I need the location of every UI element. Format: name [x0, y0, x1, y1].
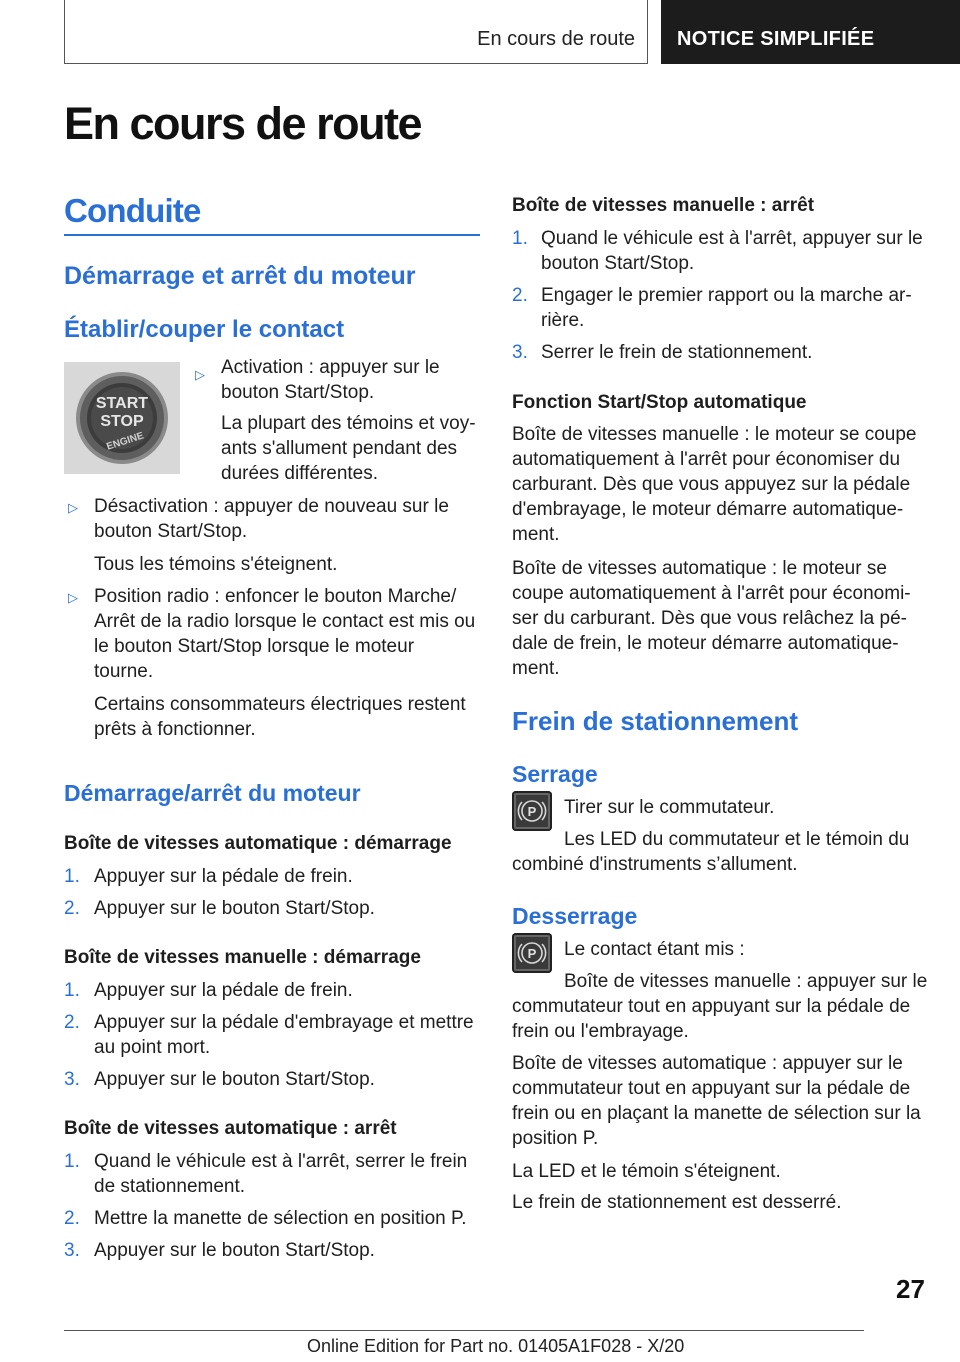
text-line: rière.	[541, 310, 585, 331]
auto-start-step-2: Appuyer sur le bouton Start/Stop.	[94, 898, 375, 919]
text-line: dale de frein, le moteur démarre automatique-	[512, 633, 899, 654]
page-number: 27	[896, 1274, 925, 1304]
step-number: 2.	[64, 1012, 80, 1033]
text-line: prêts à fonctionner.	[94, 719, 256, 740]
text-line: ants s'allument pendant des	[221, 438, 458, 459]
header-section-label: En cours de route	[477, 28, 635, 50]
heading-frein-stationnement: Frein de stationnement	[512, 706, 799, 736]
text-line: Appuyer sur la pédale d'embrayage et mettre	[94, 1012, 474, 1033]
parking-brake-letter: P	[527, 804, 537, 819]
subheading-auto-start: Boîte de vitesses automatique : démarrage	[64, 833, 452, 854]
step-number: 1.	[64, 980, 80, 1001]
step-number: 2.	[64, 898, 80, 919]
text-line: bouton Start/Stop.	[94, 521, 248, 542]
heading-desserrage: Desserrage	[512, 903, 638, 929]
manual-start-step-1: Appuyer sur la pédale de frein.	[94, 980, 353, 1001]
manual-stop-step-1	[541, 226, 923, 276]
auto-stop-step-1	[94, 1149, 467, 1199]
heading-etablir-contact: Établir/couper le contact	[64, 316, 345, 343]
subheading-auto-stop: Boîte de vitesses automatique : arrêt	[64, 1118, 397, 1139]
auto-stop-step-3: Appuyer sur le bouton Start/Stop.	[94, 1240, 375, 1261]
text-line: commutateur tout en appuyant sur la pédale de	[512, 1078, 911, 1099]
position-radio-note	[94, 692, 466, 742]
text-line: Activation : appuyer sur le	[221, 357, 440, 378]
text-line: tourne.	[94, 661, 154, 682]
header-section-box	[64, 0, 648, 64]
text-line: coupe automatiquement à l'arrêt pour économi-	[512, 583, 911, 604]
step-number: 2.	[512, 285, 528, 306]
heading-conduite: Conduite	[64, 192, 201, 229]
start-stop-manual-paragraph	[512, 422, 917, 547]
stop-label: STOP	[100, 413, 144, 430]
desserrage-manual-rest	[512, 994, 910, 1044]
text-line: Boîte de vitesses automatique : appuyer sur le	[512, 1053, 903, 1074]
text-line: frein ou en plaçant la manette de sélection sur la	[512, 1103, 921, 1124]
text-line: Quand le véhicule est à l'arrêt, appuyer sur le	[541, 228, 923, 249]
serrage-note-line2: combiné d'instruments s’allument.	[512, 854, 798, 875]
activation-note	[221, 411, 476, 486]
auto-stop-step-2: Mettre la manette de sélection en position P.	[94, 1208, 467, 1229]
text-line: Position radio : enfoncer le bouton Marche/	[94, 586, 457, 607]
manual-stop-step-3: Serrer le frein de stationnement.	[541, 342, 813, 363]
parking-brake-letter: P	[527, 946, 537, 961]
header-badge: NOTICE SIMPLIFIÉE	[661, 0, 960, 64]
heading-demarrage-arret-moteur: Démarrage et arrêt du moteur	[64, 262, 416, 290]
footer-edition: Online Edition for Part no. 01405A1F028 - X/20	[307, 1336, 685, 1356]
text-line: de stationnement.	[94, 1176, 246, 1197]
parking-brake-icon	[512, 791, 552, 831]
heading-demarrage-arret: Démarrage/arrêt du moteur	[64, 780, 361, 806]
desserrage-manual-line1: Boîte de vitesses manuelle : appuyer sur le	[564, 971, 928, 992]
footer-rule	[64, 1330, 864, 1331]
text-line: d'embrayage, le moteur démarre automatique-	[512, 499, 904, 520]
bullet-activation	[221, 355, 440, 405]
text-line: Boîte de vitesses manuelle : le moteur se coupe	[512, 424, 917, 445]
text-line: Désactivation : appuyer de nouveau sur le	[94, 496, 449, 517]
auto-start-step-1: Appuyer sur la pédale de frein.	[94, 866, 353, 887]
desserrage-condition: Le contact étant mis :	[564, 939, 745, 960]
text-line: commutateur tout en appuyant sur la pédale de	[512, 996, 911, 1017]
text-line: frein ou l'embrayage.	[512, 1021, 689, 1042]
start-stop-button-image	[64, 362, 180, 474]
text-line: position P.	[512, 1128, 599, 1149]
bullet-desactivation	[94, 494, 449, 544]
text-line: durées différentes.	[221, 463, 379, 484]
desserrage-auto-paragraph	[512, 1051, 921, 1151]
subheading-manual-stop: Boîte de vitesses manuelle : arrêt	[512, 195, 815, 216]
bullet-position-radio	[94, 584, 475, 684]
step-number: 3.	[512, 342, 528, 363]
text-line: ment.	[512, 524, 560, 545]
step-number: 1.	[64, 866, 80, 887]
page-title: En cours de route	[64, 98, 422, 149]
desactivation-note: Tous les témoins s'éteignent.	[94, 554, 338, 575]
serrage-step: Tirer sur le commutateur.	[564, 797, 775, 818]
text-line: bouton Start/Stop.	[541, 253, 695, 274]
start-stop-auto-paragraph	[512, 556, 911, 681]
bullet-triangle-icon: ▷	[195, 367, 205, 382]
text-line: bouton Start/Stop.	[221, 382, 375, 403]
start-stop-button-icon	[64, 362, 180, 474]
text-line: au point mort.	[94, 1037, 211, 1058]
heading-rule	[64, 234, 480, 236]
step-number: 1.	[512, 228, 528, 249]
text-line: ser du carburant. Dès que vous relâchez la pé-	[512, 608, 907, 629]
subheading-start-stop-auto: Fonction Start/Stop automatique	[512, 392, 807, 413]
text-line: le bouton Start/Stop lorsque le moteur	[94, 636, 415, 657]
manual-stop-step-2	[541, 283, 912, 333]
bullet-triangle-icon: ▷	[68, 590, 78, 605]
text-line: Quand le véhicule est à l'arrêt, serrer le frein	[94, 1151, 468, 1172]
subheading-manual-start: Boîte de vitesses manuelle : démarrage	[64, 947, 421, 968]
text-line: automatiquement à l'arrêt pour économiser du	[512, 449, 901, 470]
manual-start-step-3: Appuyer sur le bouton Start/Stop.	[94, 1069, 375, 1090]
text-line: ment.	[512, 658, 560, 679]
bullet-triangle-icon: ▷	[68, 500, 78, 515]
text-line: Certains consommateurs électriques restent	[94, 694, 466, 715]
text-line: Engager le premier rapport ou la marche ar-	[541, 285, 912, 306]
heading-serrage: Serrage	[512, 761, 598, 787]
step-number: 3.	[64, 1069, 80, 1090]
parking-brake-icon	[512, 933, 552, 973]
text-line: carburant. Dès que vous appuyez sur la pédale	[512, 474, 911, 495]
manual-start-step-2	[94, 1010, 474, 1060]
step-number: 2.	[64, 1208, 80, 1229]
desserrage-result: Le frein de stationnement est desserré.	[512, 1192, 842, 1213]
step-number: 3.	[64, 1240, 80, 1261]
text-line: Boîte de vitesses automatique : le moteur se	[512, 558, 887, 579]
text-line: La plupart des témoins et voy-	[221, 413, 476, 434]
text-line: Arrêt de la radio lorsque le contact est mis ou	[94, 611, 476, 632]
step-number: 1.	[64, 1151, 80, 1172]
start-label: START	[95, 395, 149, 412]
serrage-note-line1: Les LED du commutateur et le témoin du	[564, 829, 910, 850]
engine-label: ENGINE	[105, 430, 146, 453]
desserrage-led-note: La LED et le témoin s'éteignent.	[512, 1161, 781, 1182]
